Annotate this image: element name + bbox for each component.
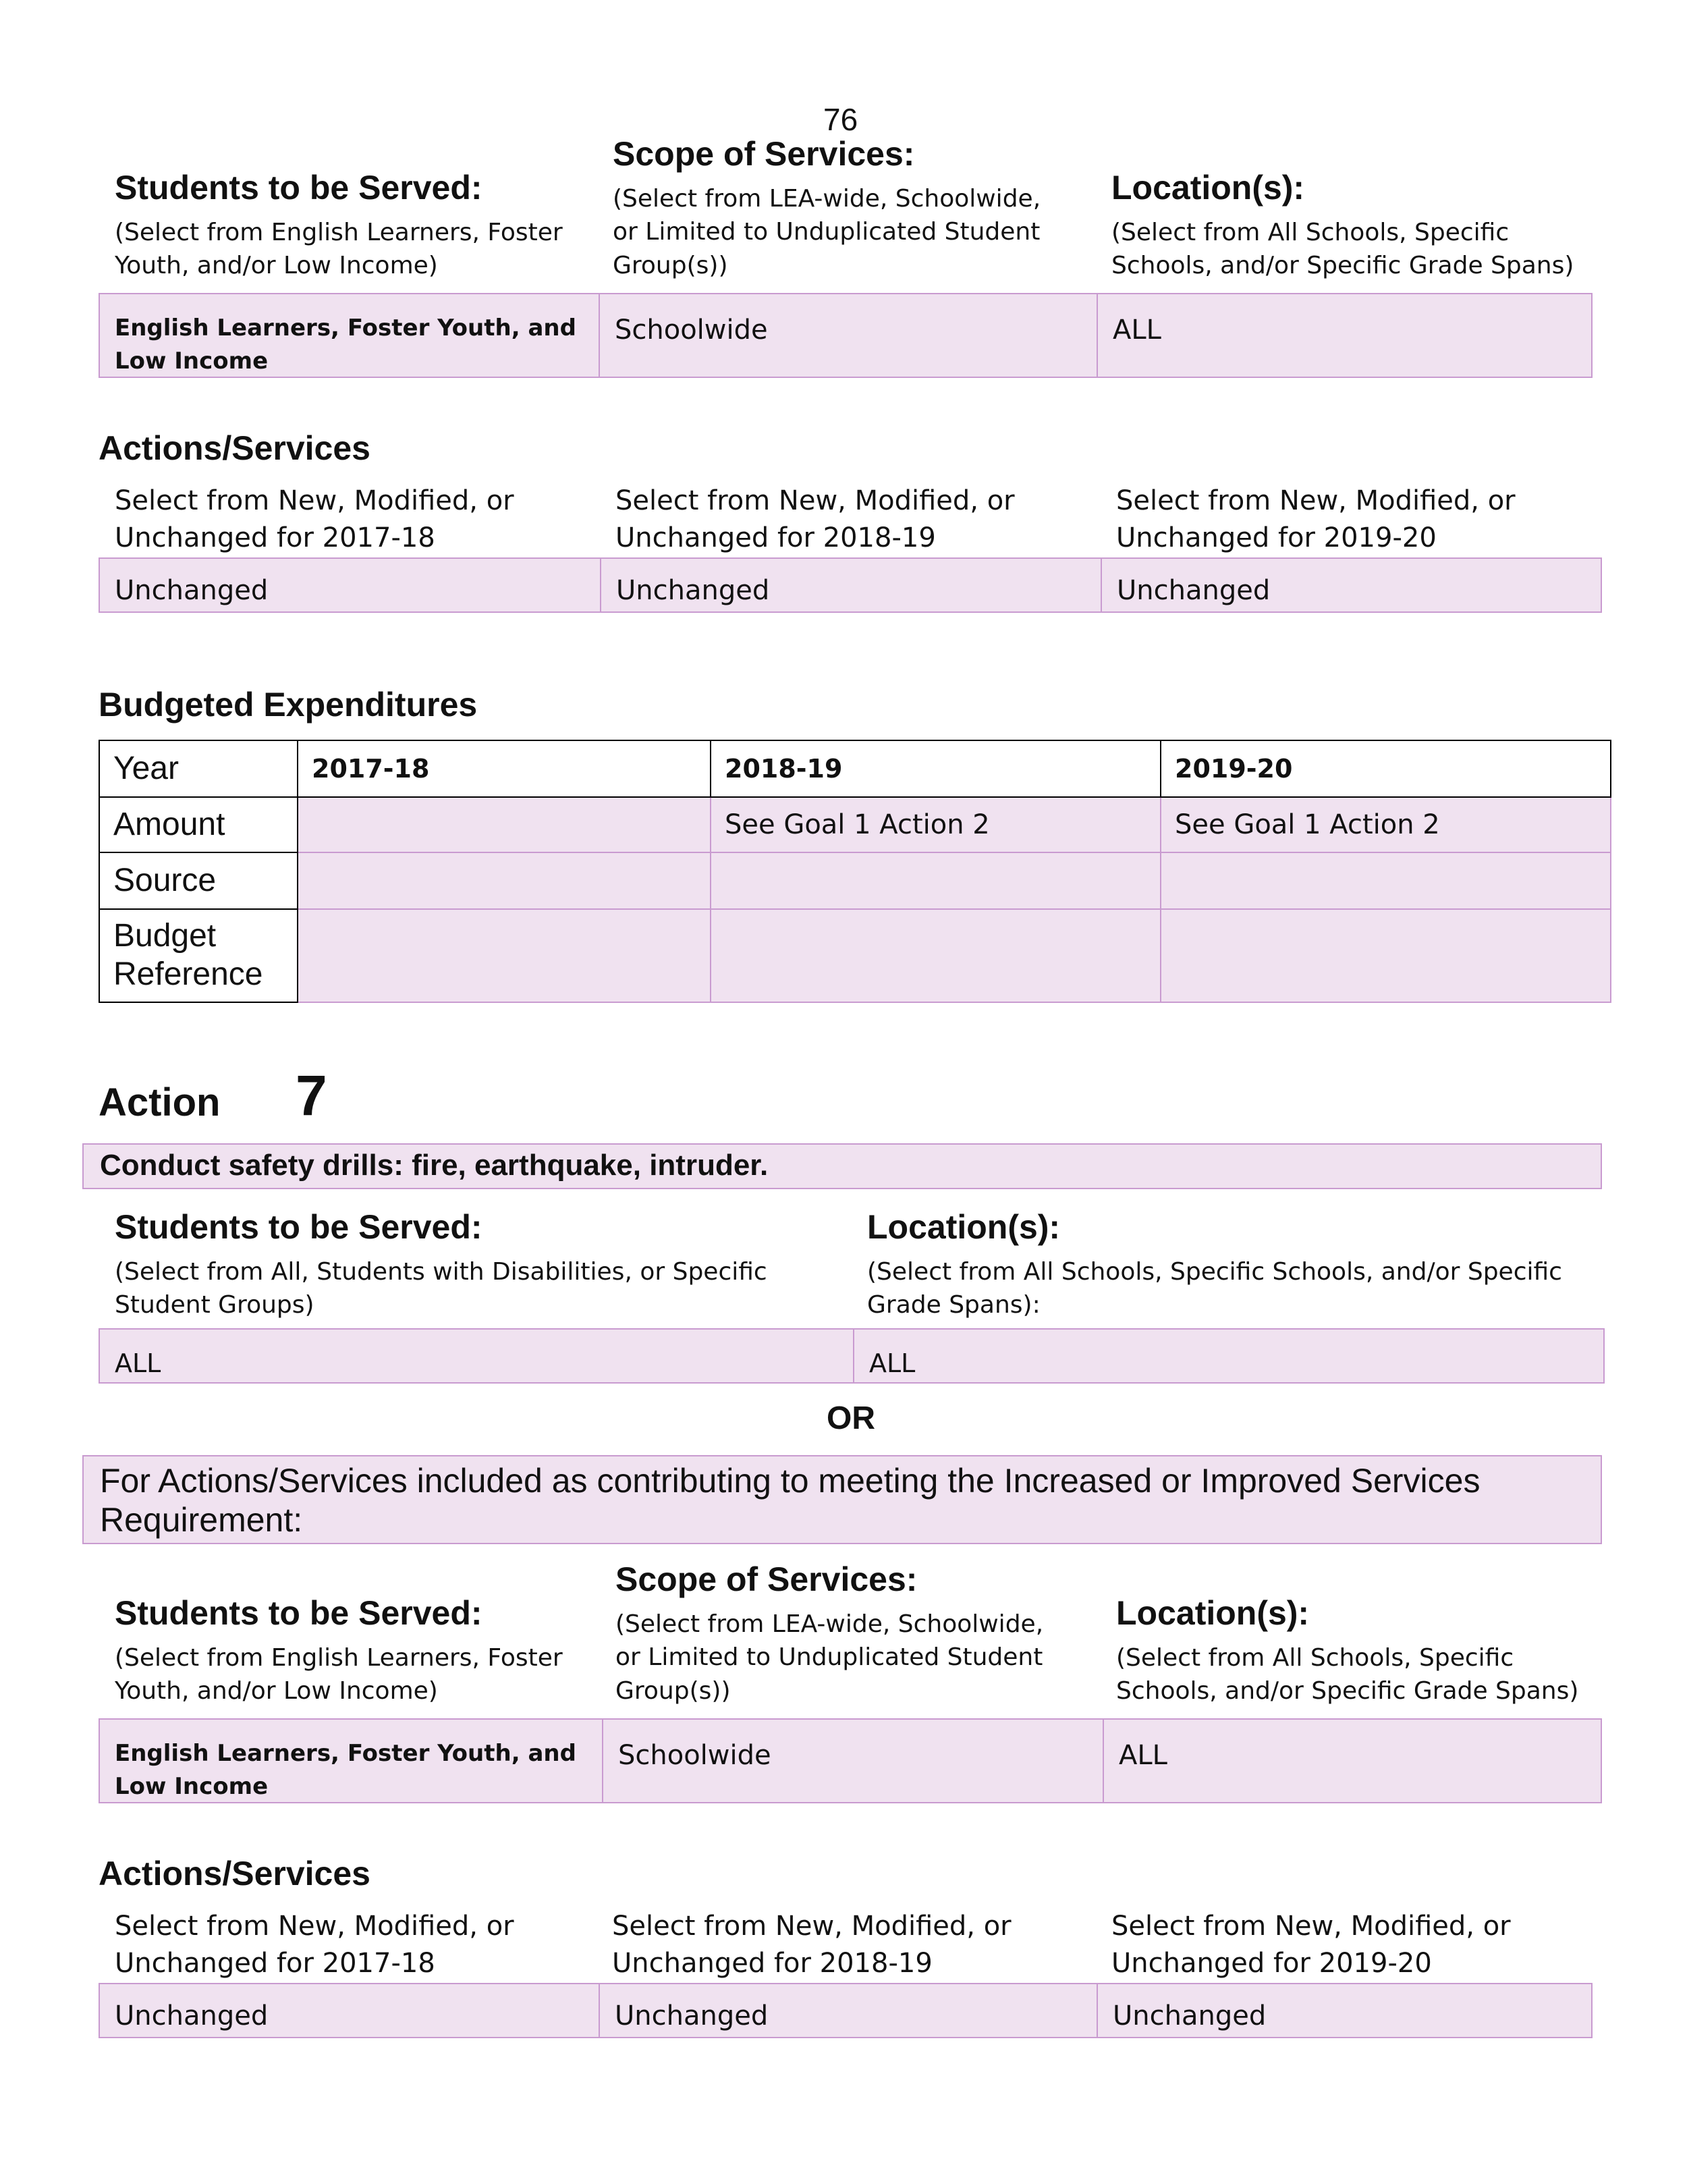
scope-value-1[interactable]: Schoolwide <box>599 294 1097 377</box>
contributing-text: For Actions/Services included as contributing to meeting the Increased or Improved Services Requirement: <box>100 1462 1481 1539</box>
as2-col1-hint: Select from New, Modified, or Unchanged for 2017-18 <box>115 1911 514 1980</box>
a7-location-value[interactable]: ALL <box>853 1330 1603 1382</box>
location-header-2 <box>1116 1594 1602 1708</box>
budget-table <box>99 740 1611 1003</box>
students-value-2[interactable]: English Learners, Foster Youth, and Low Income <box>115 1740 576 1801</box>
a7-location-hint: (Select from All Schools, Specific Schools, and/or Specific Grade Spans): <box>867 1257 1562 1319</box>
scope-value-2[interactable]: Schoolwide <box>602 1720 1103 1802</box>
actions-status-row-1 <box>99 557 1602 613</box>
service-values-row-1 <box>99 293 1593 378</box>
as2-col3-hint: Select from New, Modified, or Unchanged for 2019-20 <box>1111 1911 1511 1980</box>
source-label: Source <box>99 852 298 909</box>
location-title-1: Location(s): <box>1111 169 1305 207</box>
service-values-row-2 <box>99 1718 1602 1803</box>
actions-status-row-2 <box>99 1983 1593 2038</box>
as2-col3-value[interactable]: Unchanged <box>1097 1984 1591 2037</box>
location-header-1 <box>1111 169 1597 283</box>
as1-col3-hint: Select from New, Modified, or Unchanged for 2019-20 <box>1116 485 1516 554</box>
scope-hint-2: (Select from LEA-wide, Schoolwide, or Limited to Unduplicated Student Group(s)) <box>615 1610 1044 1705</box>
scope-hint-1: (Select from LEA-wide, Schoolwide, or Limited to Unduplicated Student Group(s)) <box>613 184 1041 279</box>
as1-col2-hint: Select from New, Modified, or Unchanged for 2018-19 <box>615 485 1015 554</box>
year-label: Year <box>99 740 298 797</box>
a7-students-value[interactable]: ALL <box>115 1348 161 1378</box>
amount-2019-20[interactable]: See Goal 1 Action 2 <box>1161 797 1611 852</box>
source-2019-20[interactable] <box>1161 852 1611 909</box>
location-hint-2: (Select from All Schools, Specific Schools, and/or Specific Grade Spans) <box>1116 1643 1579 1705</box>
reference-2017-18[interactable] <box>298 909 711 1002</box>
action-number: 7 <box>296 1064 327 1127</box>
amount-2017-18[interactable] <box>298 797 711 852</box>
actions-services-title-1: Actions/Services <box>99 429 370 467</box>
actions-services-title-2: Actions/Services <box>99 1855 370 1892</box>
students-title-2: Students to be Served: <box>115 1594 482 1632</box>
students-value-1[interactable]: English Learners, Foster Youth, and Low Income <box>115 315 576 375</box>
a7-location-title: Location(s): <box>867 1208 1061 1246</box>
as2-col2-hint: Select from New, Modified, or Unchanged for 2018-19 <box>612 1911 1012 1980</box>
scope-title-1: Scope of Services: <box>613 135 915 173</box>
budget-reference-label: Budget Reference <box>99 909 298 1002</box>
location-title-2: Location(s): <box>1116 1594 1310 1632</box>
amount-2018-19[interactable]: See Goal 1 Action 2 <box>711 797 1161 852</box>
action-description[interactable]: Conduct safety drills: fire, earthquake, intruder. <box>100 1149 769 1182</box>
a7-students-hint: (Select from All, Students with Disabilities, or Specific Student Groups) <box>115 1257 767 1319</box>
as1-col1-value[interactable]: Unchanged <box>115 575 269 606</box>
as2-col1-value[interactable]: Unchanged <box>115 2000 269 2031</box>
location-value-2[interactable]: ALL <box>1103 1720 1601 1802</box>
action-label: Action <box>99 1081 221 1124</box>
or-label: OR <box>827 1400 875 1436</box>
source-2017-18[interactable] <box>298 852 711 909</box>
year-2019-20: 2019-20 <box>1161 740 1611 797</box>
as1-col3-value[interactable]: Unchanged <box>1101 559 1601 611</box>
a7-students-title: Students to be Served: <box>115 1208 482 1246</box>
students-hint-1: (Select from English Learners, Foster Youth, and/or Low Income) <box>115 218 563 280</box>
a7-location-header <box>867 1208 1603 1322</box>
as1-col2-value[interactable]: Unchanged <box>600 559 1101 611</box>
year-2017-18: 2017-18 <box>298 740 711 797</box>
students-header-1 <box>115 169 580 283</box>
scope-title-2: Scope of Services: <box>615 1560 918 1598</box>
students-header-2 <box>115 1594 580 1708</box>
as1-col1-hint: Select from New, Modified, or Unchanged for 2017-18 <box>115 485 514 554</box>
students-hint-2: (Select from English Learners, Foster Youth, and/or Low Income) <box>115 1643 563 1705</box>
scope-header-2 <box>615 1560 1074 1708</box>
scope-header-1 <box>613 135 1072 283</box>
location-hint-1: (Select from All Schools, Specific Schools, and/or Specific Grade Spans) <box>1111 218 1574 280</box>
location-value-1[interactable]: ALL <box>1097 294 1591 377</box>
a7-values-row <box>99 1328 1605 1384</box>
students-title-1: Students to be Served: <box>115 169 482 207</box>
budget-title: Budgeted Expenditures <box>99 686 478 724</box>
action-description-band <box>82 1143 1602 1189</box>
a7-students-header <box>115 1208 823 1322</box>
contributing-band <box>82 1455 1602 1544</box>
year-2018-19: 2018-19 <box>711 740 1161 797</box>
reference-2019-20[interactable] <box>1161 909 1611 1002</box>
amount-label: Amount <box>99 797 298 852</box>
reference-2018-19[interactable] <box>711 909 1161 1002</box>
as2-col2-value[interactable]: Unchanged <box>599 1984 1097 2037</box>
page-number: 76 <box>823 102 858 137</box>
source-2018-19[interactable] <box>711 852 1161 909</box>
